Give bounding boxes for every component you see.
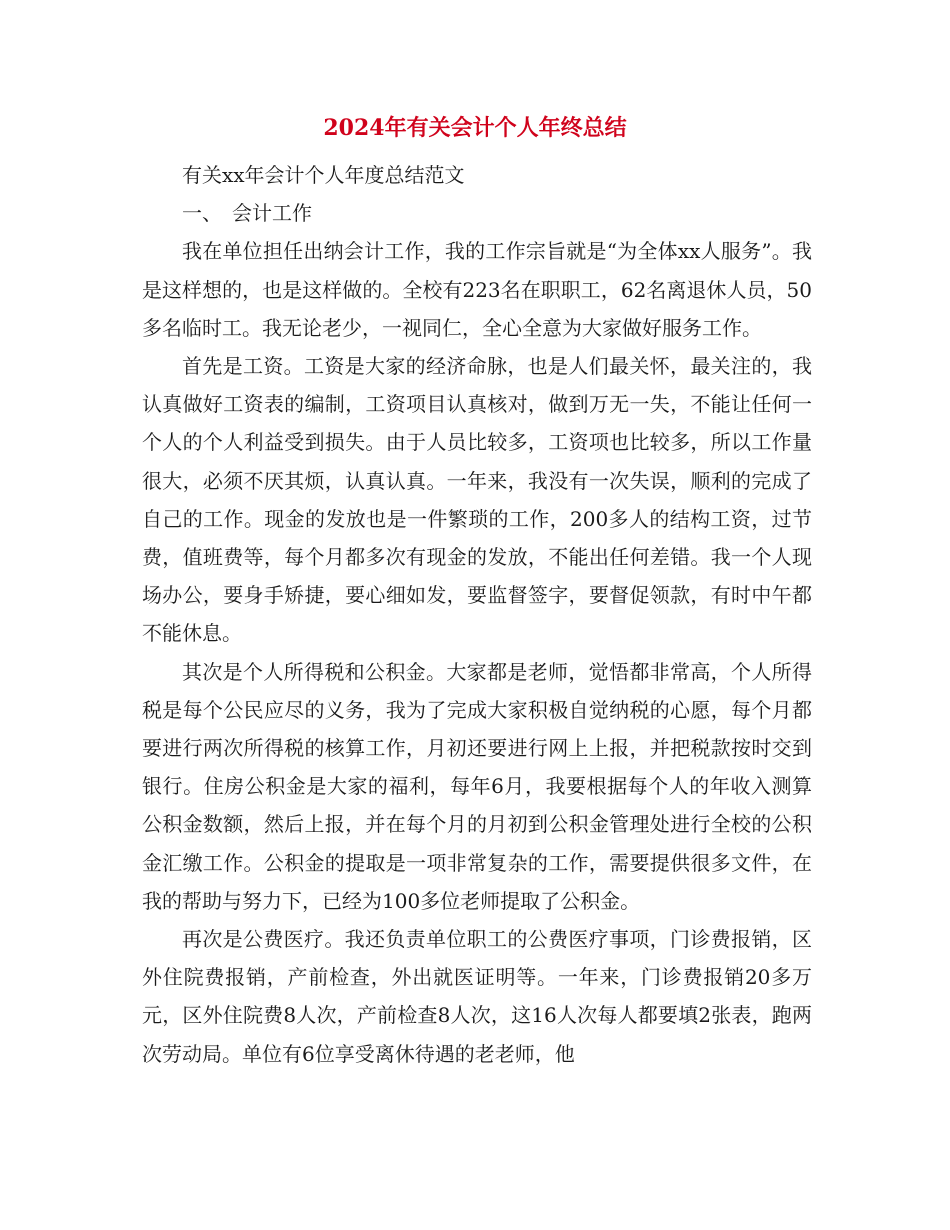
paragraph: 首先是工资。工资是大家的经济命脉，也是人们最关怀，最关注的，我认真做好工资表的编制，工资项目认真核对，做到万无一失，不能让任何一个人的个人利益受到损失。由于人员比较多，工资项也比较多，所以工作量很大，必须不厌其烦，认真认真。一年来，我没有一次失误，顺利的完成了自己的工作。现金的发放也是一件繁琐的工作，200多人的结构工资，过节费，值班费等，每个月都多次有现金的发放，不能出任何差错。我一个人现场办公，要身手矫捷，要心细如发，要监督签字，要督促领款，有时中午都不能休息。 [142, 354, 812, 646]
paragraph: 我在单位担任出纳会计工作，我的工作宗旨就是“为全体xx人服务”。我是这样想的，也是这样做的。全校有223名在职职工，62名离退休人员，50多名临时工。我无论老少，一视同仁，全心全意为大家做好服务工作。 [142, 239, 812, 340]
paragraph: 再次是公费医疗。我还负责单位职工的公费医疗事项，门诊费报销，区外住院费报销，产前检查，外出就医证明等。一年来，门诊费报销20多万元，区外住院费8人次，产前检查8人次，这16人次每人都要填2张表，跑两次劳动局。单位有6位享受离休待遇的老老师，他 [142, 927, 812, 1066]
section-heading: 一、 会计工作 [182, 201, 312, 226]
document-body [142, 156, 812, 1073]
document-subtitle: 有关xx年会计个人年度总结范文 [182, 163, 465, 187]
paragraph: 其次是个人所得税和公积金。大家都是老师，觉悟都非常高，个人所得税是每个公民应尽的义务，我为了完成大家积极自觉纳税的心愿，每个月都要进行两次所得税的核算工作，月初还要进行网上上报，并把税款按时交到银行。住房公积金是大家的福利，每年6月，我要根据每个人的年收入测算公积金数额，然后上报，并在每个月的月初到公积金管理处进行全校的公积金汇缴工作。公积金的提取是一项非常复杂的工作，需要提供很多文件，在我的帮助与努力下，已经为100多位老师提取了公积金。 [142, 659, 812, 913]
document-title: 2024年有关会计个人年终总结 [323, 115, 627, 141]
